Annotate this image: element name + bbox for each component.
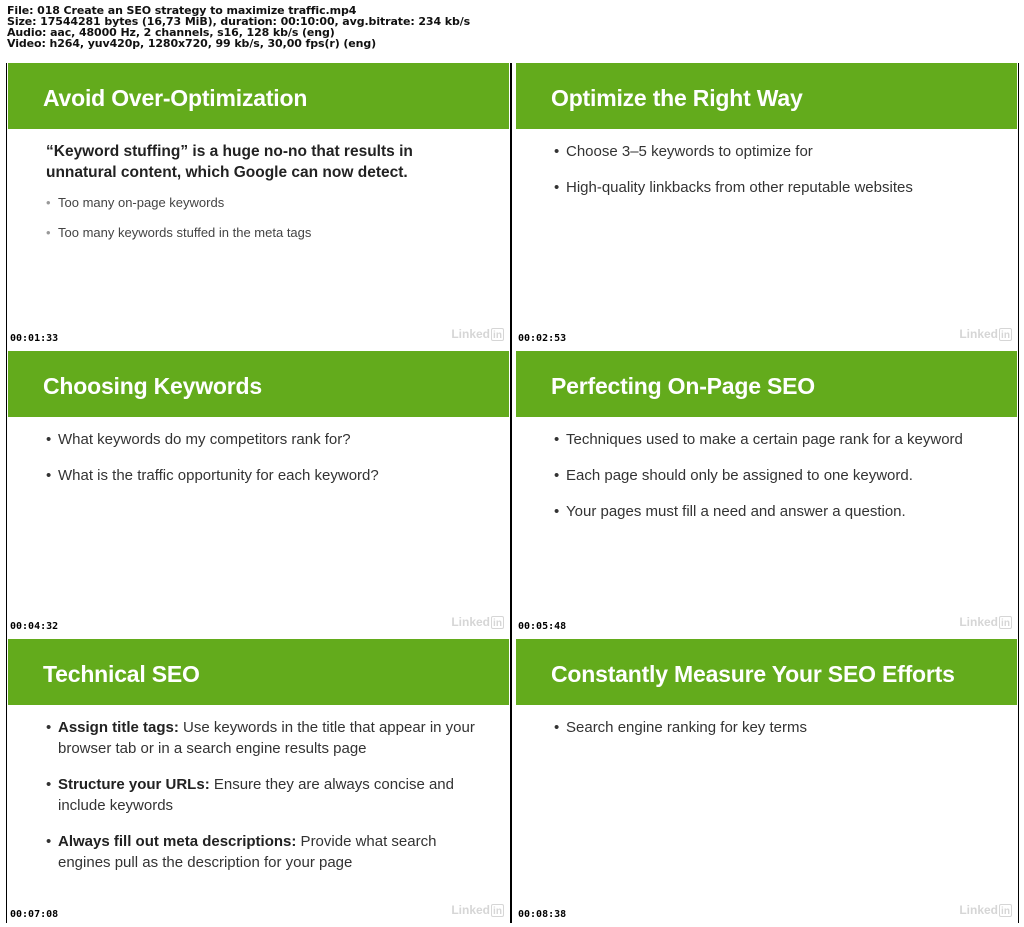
slide-lead-text: “Keyword stuffing” is a huge no-no that results in unnatural content, which Google can now detect. <box>46 143 413 181</box>
bullet-item: • What is the traffic opportunity for each keyword? <box>46 465 476 486</box>
timestamp: 00:08:38 <box>518 909 567 920</box>
bullet-list <box>46 717 476 873</box>
thumbnail-2[interactable] <box>516 63 1017 345</box>
bullet-bold-label: Always fill out meta descriptions: <box>58 833 297 850</box>
linkedin-watermark-icon: Linked in <box>451 615 504 629</box>
slide-header <box>8 63 509 129</box>
timestamp: 00:04:32 <box>10 621 59 632</box>
slide-header <box>8 639 509 705</box>
slide-body <box>46 717 476 888</box>
bullet-item: • What keywords do my competitors rank for? <box>46 429 476 450</box>
thumbnail-1[interactable] <box>8 63 509 345</box>
slide-body <box>46 429 476 501</box>
slide-title: Avoid Over-Optimization <box>43 85 308 111</box>
bullet-bold-label: Structure your URLs: <box>58 776 210 793</box>
bullet-item: • High-quality linkbacks from other reputable websites <box>554 177 984 198</box>
timestamp: 00:02:53 <box>518 333 567 344</box>
slide-title: Technical SEO <box>43 661 200 687</box>
bullet-text: Ensure they are always concise and include keywords <box>58 776 454 814</box>
bullet-list <box>46 194 476 242</box>
timestamp: 00:01:33 <box>10 333 59 344</box>
bullet-list <box>554 717 984 738</box>
file-info-size: Size: 17544281 bytes (16,73 MiB), duration: 00:10:00, avg.bitrate: 234 kb/s <box>7 15 471 28</box>
thumbnail-6[interactable] <box>516 639 1017 921</box>
bullet-list <box>46 429 476 486</box>
thumbnail-3[interactable] <box>8 351 509 633</box>
divider <box>1018 63 1019 923</box>
slide-title: Choosing Keywords <box>43 373 262 399</box>
bullet-text: Use keywords in the title that appear in your browser tab or in a search engine results page <box>58 719 475 757</box>
bullet-item <box>46 717 476 759</box>
slide-title: Perfecting On-Page SEO <box>551 373 815 399</box>
timestamp: 00:05:48 <box>518 621 567 632</box>
bullet-item <box>46 774 476 816</box>
slide-header <box>8 351 509 417</box>
linkedin-watermark-icon: Linked in <box>959 615 1012 629</box>
slide-title: Optimize the Right Way <box>551 85 803 111</box>
bullet-item: • Search engine ranking for key terms <box>554 717 984 738</box>
bullet-item: • Your pages must fill a need and answer a question. <box>554 501 984 522</box>
slide-body <box>554 429 984 537</box>
bullet-item: • Techniques used to make a certain page rank for a keyword <box>554 429 984 450</box>
linkedin-watermark-icon: Linked in <box>451 327 504 341</box>
bullet-list <box>554 429 984 522</box>
bullet-item: • Choose 3–5 keywords to optimize for <box>554 141 984 162</box>
file-info-video: Video: h264, yuv420p, 1280x720, 99 kb/s, 30,00 fps(r) (eng) <box>7 37 377 50</box>
bullet-item: • Too many keywords stuffed in the meta tags <box>46 224 476 242</box>
divider <box>6 63 7 923</box>
slide-header <box>516 639 1017 705</box>
file-info-name: File: 018 Create an SEO strategy to maximize traffic.mp4 <box>7 4 357 17</box>
thumbnail-4[interactable] <box>516 351 1017 633</box>
slide-title: Constantly Measure Your SEO Efforts <box>551 661 955 687</box>
slide-body <box>554 141 984 213</box>
bullet-bold-label: Assign title tags: <box>58 719 179 736</box>
linkedin-watermark-icon: Linked in <box>959 903 1012 917</box>
divider <box>510 63 512 923</box>
bullet-text: Provide what search engines pull as the description for your page <box>58 833 437 871</box>
bullet-list <box>554 141 984 198</box>
bullet-item: • Each page should only be assigned to one keyword. <box>554 465 984 486</box>
file-info <box>7 5 470 49</box>
file-info-audio: Audio: aac, 48000 Hz, 2 channels, s16, 128 kb/s (eng) <box>7 26 335 39</box>
slide-body <box>46 141 476 254</box>
linkedin-watermark-icon: Linked in <box>959 327 1012 341</box>
timestamp: 00:07:08 <box>10 909 59 920</box>
slide-body <box>554 717 984 753</box>
bullet-item: • Too many on-page keywords <box>46 194 476 212</box>
slide-header <box>516 351 1017 417</box>
linkedin-watermark-icon: Linked in <box>451 903 504 917</box>
thumbnail-5[interactable] <box>8 639 509 921</box>
bullet-item <box>46 831 476 873</box>
slide-header <box>516 63 1017 129</box>
